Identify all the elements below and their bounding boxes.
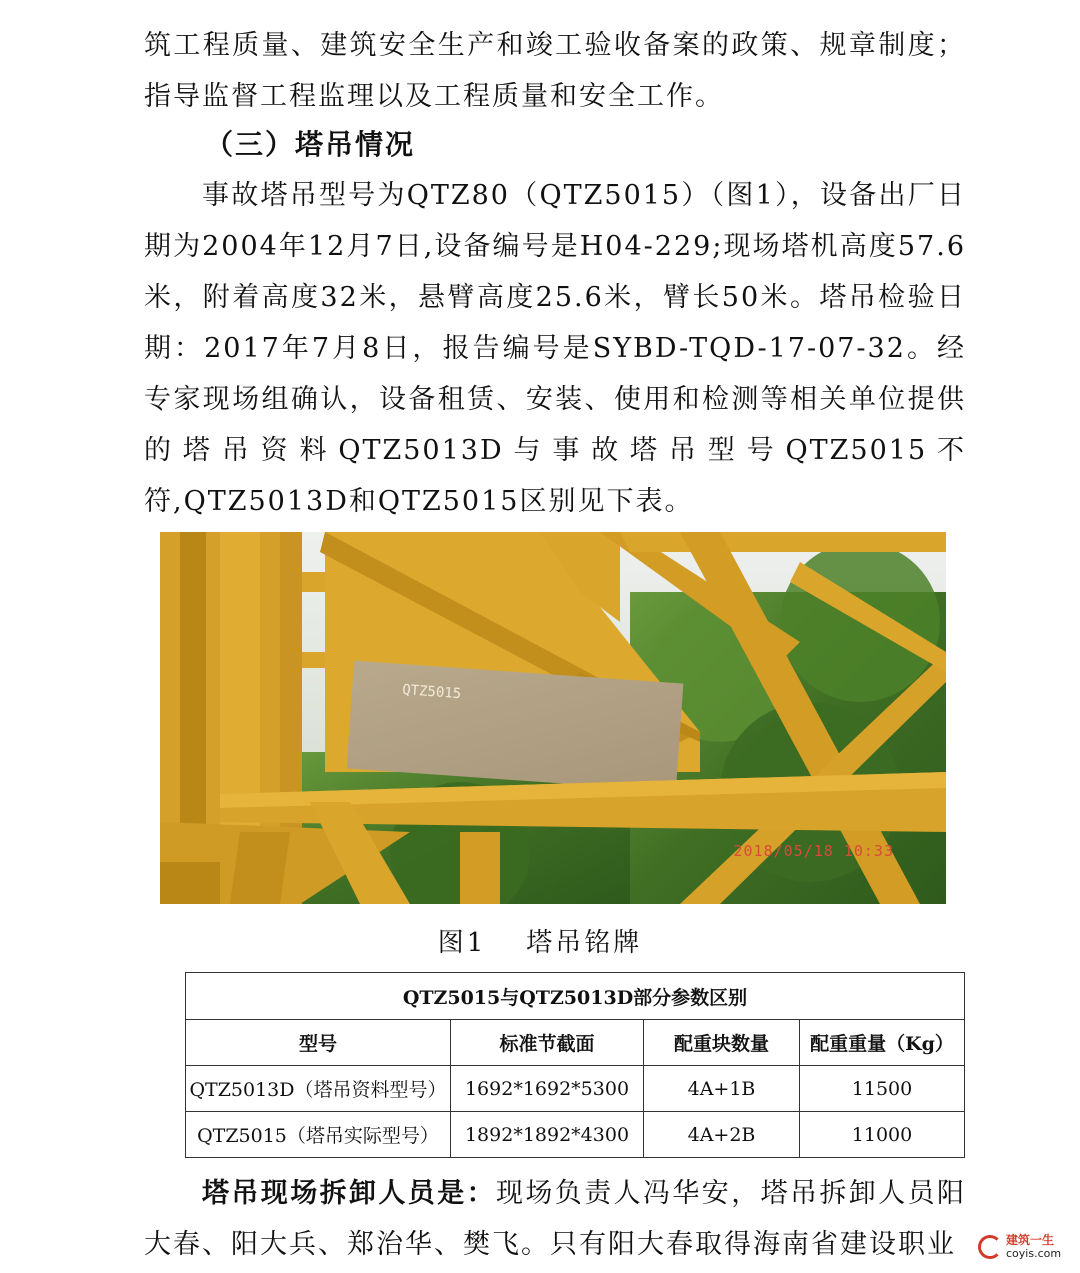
figure-number: 图1 — [437, 928, 487, 958]
intro-paragraph: 筑工程质量、建筑安全生产和竣工验收备案的政策、规章制度；指导监督工程监理以及工程质量和安全工作。 — [144, 30, 966, 112]
header-weight: 配重重量（Kg） — [800, 1020, 965, 1066]
watermark-en: coyis.com — [1006, 1247, 1062, 1260]
cell-section: 1892*1892*4300 — [451, 1112, 644, 1158]
crane-nameplate-photo — [160, 532, 946, 904]
header-section: 标准节截面 — [451, 1020, 644, 1066]
watermark-cn: 建筑一生 — [1006, 1233, 1055, 1247]
personnel-label: 塔吊现场拆卸人员是： — [202, 1178, 496, 1209]
cell-weight: 11500 — [800, 1066, 965, 1112]
table-row — [186, 1112, 965, 1158]
parameter-comparison-table — [185, 972, 965, 1158]
section-heading: （三）塔吊情况 — [205, 128, 416, 161]
site-watermark — [978, 1229, 1074, 1265]
dismantling-personnel-paragraph — [144, 1168, 966, 1270]
cell-model: QTZ5015（塔吊实际型号） — [186, 1112, 451, 1158]
header-model: 型号 — [186, 1020, 451, 1066]
nameplate-model-text: QTZ5015 — [401, 682, 462, 703]
cell-block-count: 4A+1B — [644, 1066, 800, 1112]
logo-icon — [978, 1235, 1002, 1259]
cell-section: 1692*1692*5300 — [451, 1066, 644, 1112]
header-block-count: 配重块数量 — [644, 1020, 800, 1066]
cell-weight: 11000 — [800, 1112, 965, 1158]
table-row — [186, 1066, 965, 1112]
crane-info-paragraph: 事故塔吊型号为QTZ80（QTZ5015）（图1），设备出厂日期为2004年12月7日,设备编号是H04-229;现场塔机高度57.6 米，附着高度32米，悬臂高度25.6米，臂长50米。塔吊检验日期：2017年7月8日，报告编号是SYBD-TQD-17-07-32。经专家现场组确认，设备租赁、安装、使用和检测等相关单位提供的塔吊资料QTZ5013D与事故塔吊型号QTZ5015不符,QTZ5013D和QTZ5015区别见下表。 — [144, 180, 966, 517]
figure-caption — [0, 922, 1080, 959]
photo-timestamp: 2018/05/18 10:33 — [733, 842, 894, 860]
cell-block-count: 4A+2B — [644, 1112, 800, 1158]
personnel-text: 现场负责人冯华安，塔吊拆卸人员阳大春、阳大兵、郑治华、樊飞。只有阳大春取得海南省建设职业 — [144, 1178, 966, 1260]
table-title: QTZ5015与QTZ5013D部分参数区别 — [186, 973, 965, 1020]
figure-title: 塔吊铭牌 — [526, 928, 643, 958]
cell-model: QTZ5013D（塔吊资料型号） — [186, 1066, 451, 1112]
